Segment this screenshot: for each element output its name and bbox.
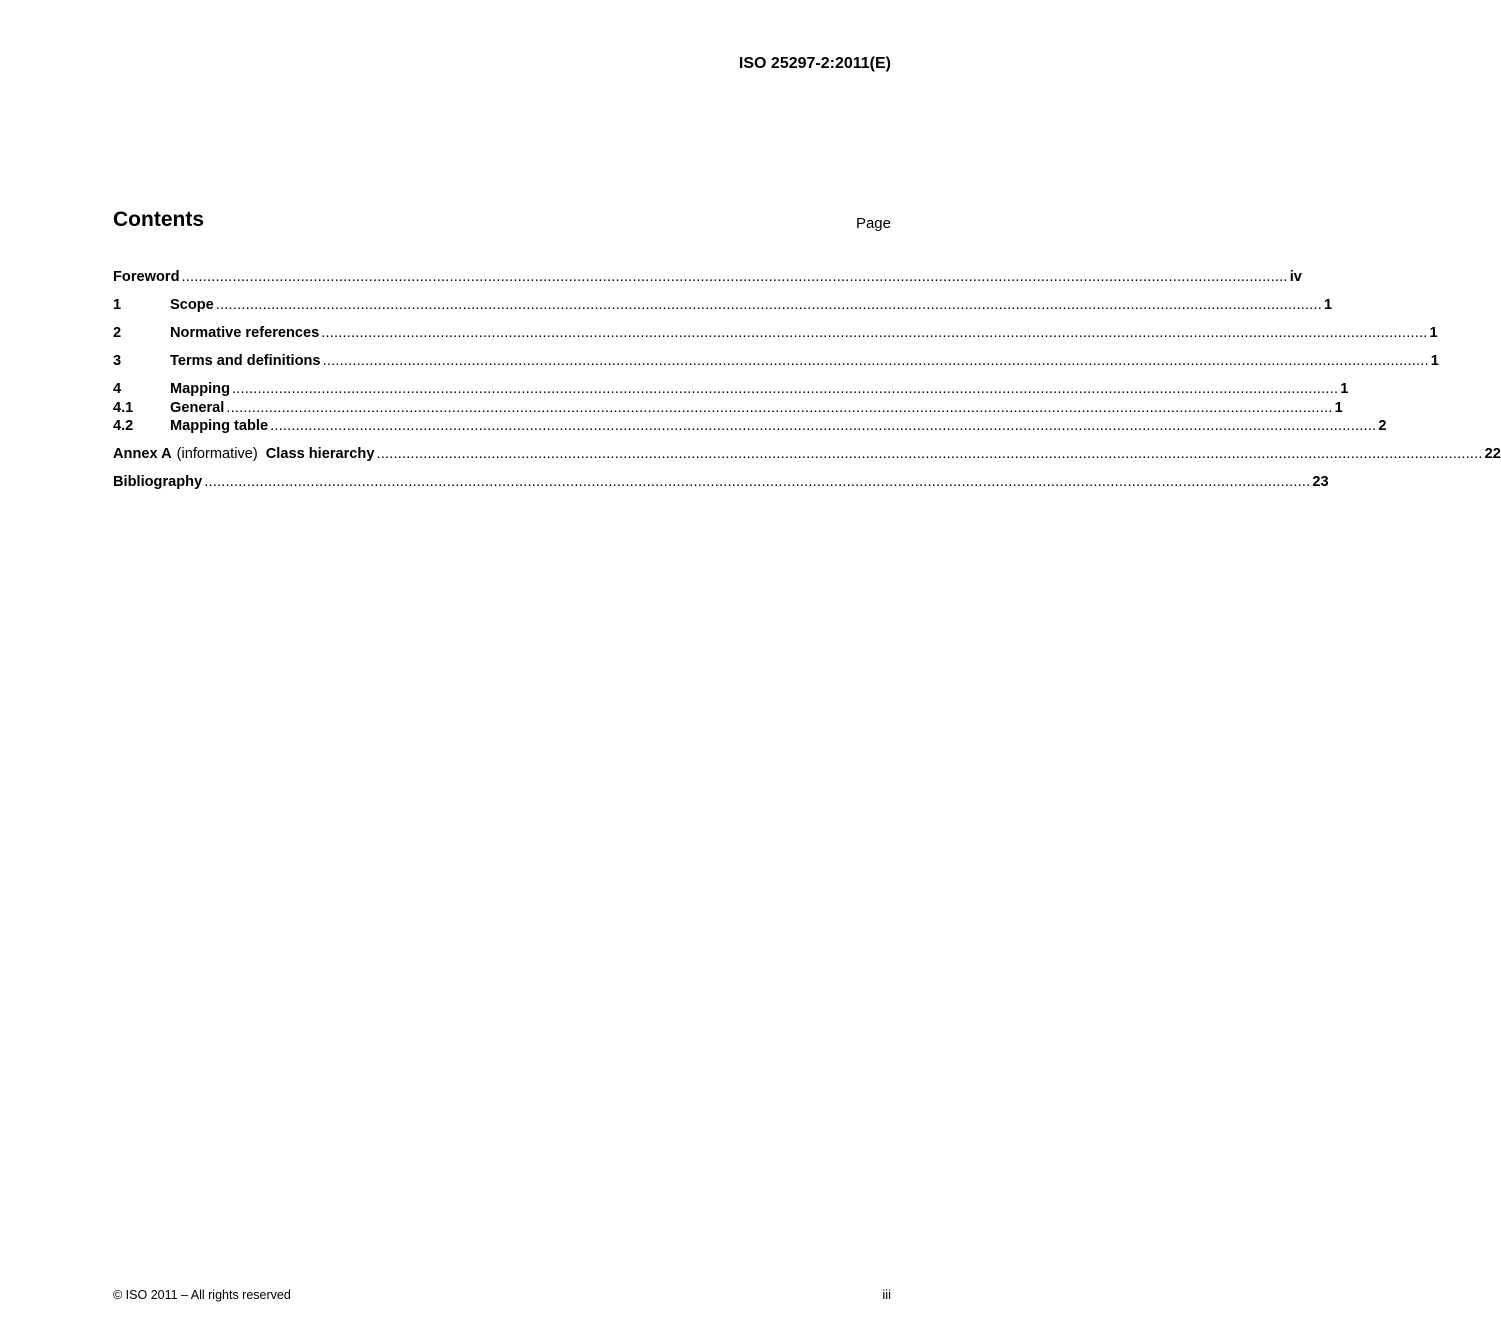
toc-entry-page: 2 (1378, 418, 1387, 434)
contents-heading: Contents (113, 208, 204, 231)
toc-entry-annex-a[interactable] (113, 446, 1501, 464)
document-id: ISO 25297-2:2011(E) (738, 55, 891, 72)
toc-entry-bibliography[interactable] (113, 474, 1329, 492)
toc-entry-normative-references[interactable] (113, 325, 1438, 343)
toc-entry-title: Foreword (113, 269, 180, 285)
toc-entry-page: 1 (1334, 400, 1343, 416)
toc-entry-number: 3 (113, 353, 122, 369)
leader-dots: .................................................................................................................................................................................................................................................................... (215, 297, 1322, 313)
leader-dots: .................................................................................................................................................................................................................................................................... (322, 353, 1429, 369)
toc-entry-general[interactable] (113, 400, 1343, 418)
toc-entry-mapping-table[interactable] (113, 418, 1387, 436)
toc-entry-number: 4 (113, 381, 122, 397)
leader-dots: .................................................................................................................................................................................................................................................................... (376, 446, 1483, 462)
toc-entry-title: Terms and definitions (170, 353, 321, 369)
toc-entry-page: 1 (1429, 325, 1438, 341)
page-column-label: Page (855, 215, 891, 232)
toc-entry-title: General (170, 400, 225, 416)
toc-entry-annex-label: Annex A (113, 446, 172, 462)
leader-dots: .................................................................................................................................................................................................................................................................... (181, 269, 1288, 285)
leader-dots: .................................................................................................................................................................................................................................................................... (270, 418, 1377, 434)
toc-entry-scope[interactable] (113, 297, 1333, 315)
toc-entry-title: Mapping (170, 381, 230, 397)
toc-entry-number: 2 (113, 325, 122, 341)
toc-entry-number: 4.2 (113, 418, 134, 434)
toc-entry-terms-and-definitions[interactable] (113, 353, 1439, 371)
leader-dots: .................................................................................................................................................................................................................................................................... (204, 474, 1311, 490)
toc-entry-number: 1 (113, 297, 122, 313)
toc-entry-page: 1 (1430, 353, 1439, 369)
footer-copyright: © ISO 2011 – All rights reserved (113, 1288, 291, 1302)
toc-entry-foreword[interactable] (113, 269, 1302, 287)
toc-entry-title: Scope (170, 297, 214, 313)
toc-entry-title: Normative references (170, 325, 320, 341)
toc-entry-title: Class hierarchy (265, 446, 375, 462)
toc-entry-title: Bibliography (113, 474, 203, 490)
leader-dots: .................................................................................................................................................................................................................................................................... (232, 381, 1339, 397)
leader-dots: .................................................................................................................................................................................................................................................................... (226, 400, 1333, 416)
toc-entry-page: 22 (1484, 446, 1501, 462)
toc-entry-page: 23 (1312, 474, 1329, 490)
toc-entry-mapping[interactable] (113, 381, 1349, 399)
toc-entry-page: 1 (1324, 297, 1333, 313)
toc-entry-number: 4.1 (113, 400, 134, 416)
toc-entry-annex-note: (informative) (176, 446, 258, 462)
leader-dots: .................................................................................................................................................................................................................................................................... (321, 325, 1428, 341)
toc-entry-title: Mapping table (170, 418, 269, 434)
footer-page-number: iii (882, 1287, 891, 1302)
toc-entry-page: iv (1289, 269, 1302, 285)
toc-entry-page: 1 (1340, 381, 1349, 397)
